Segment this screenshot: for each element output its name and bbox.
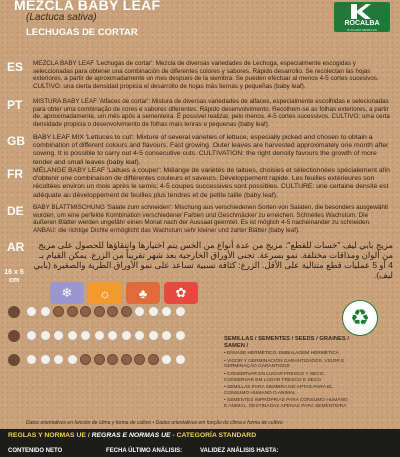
calendar-dot	[94, 330, 105, 341]
seeds-item: • SEMILLAS PARA SIEMBRA NO APTAS PARA EL CONSUMO HUMANO O ANIMAL	[224, 385, 349, 396]
product-subtitle: LECHUGAS DE CORTAR	[26, 27, 138, 38]
calendar-dot	[107, 306, 118, 317]
rocalba-logo	[334, 2, 390, 32]
spacing-label: 16 x 5 cm	[4, 269, 24, 284]
seedling-icon: ♣	[126, 282, 160, 304]
calendar-dot	[40, 330, 51, 341]
product-title: MEZCLA BABY LEAF	[14, 0, 161, 13]
lang-code: GB	[7, 134, 25, 148]
rules-label: REGLAS Y NORMAS UE /	[8, 432, 90, 439]
lang-text: BABY BLATTMISCHUNG 'Salate zum schneiden': Mischung aus verschiedenen Sorten von Salaten, die besonders ausgewählt wurden, um eine perfekte Kombination verschiedener Farben und Geschmäcker zu erreichen. Schnelles Wachstum. Die äußeren Blätter werden ungefähr einen Monat nach der Aussaat geerntet. Es ist möglich 4-5 nacheinander zu schneiden. ANBAU: die richtige Dichte ermöglicht das Wachstum sehr kleiner und zarter Blätter (baby leaf).	[33, 204, 388, 234]
harvest-row-icon	[8, 354, 20, 366]
seeds-item: • ENVASE HERMÉTICO. EMBALAGEM HERMÉTICA	[224, 351, 349, 357]
transplant-row-icon	[8, 330, 20, 342]
calendar-dot	[94, 306, 105, 317]
logo-mark-icon	[351, 4, 371, 19]
calendar-dot	[26, 330, 37, 341]
calendar-dot	[67, 330, 78, 341]
net-content-label: CONTENIDO NETO	[8, 448, 63, 454]
footnote: Datos orientativos en función de clima y forma de cultivo • Dados orientativos em função do clima e forma de cultivo	[26, 420, 283, 426]
rules-line	[8, 432, 256, 439]
calendar-dot	[80, 354, 91, 365]
calendar-dot	[80, 306, 91, 317]
calendar-dot	[161, 306, 172, 317]
calendar-dot	[121, 306, 132, 317]
lang-text: مزيج بابي ليف "خسات للقطع": مزيج من عدة أنواع من الخس يتم اختيارها وانتقاؤها للحصول على مزيج من ألوان ومذاقات مختلفة. نمو بسرعة. تجنى الأوراق الخارجية بعد شهر تقريباً من الزرع. يمكن القيام بـ 4 أو 5 عمليات قطع متتالية على الأقل. الزرع: كثافة نسبية تساعد على نمو الأوراق الطرية والصغيرة (بابي ليف).	[33, 240, 393, 280]
lang-code: PT	[7, 98, 23, 112]
rules-label-pt: REGRAS E NORMAS UE	[91, 432, 171, 439]
lang-text: MÉLANGE BABY LEAF 'Laitues a couper': Mélange de variétés de laitues, choisies et sélectionnées spécialement afin d'obtenir une combinaison de différentes couleurs et saveurs. Développement rapide. Les feuilles extérieures son récoltées environ un mois après le semis; 4-5 coupes successives sont possibles. CULTURE: une certaine densité est adéquate au développement de feuilles plus tendres et de petite taille (baby leaf).	[33, 167, 390, 199]
snowflake-icon: ❄	[50, 282, 84, 304]
calendar-dot	[148, 306, 159, 317]
recycle-icon: ♻	[342, 300, 378, 336]
calendar-dot	[161, 354, 172, 365]
calendar-dot	[134, 354, 145, 365]
calendar-dot	[175, 306, 186, 317]
seeds-item: • VIGOR Y GERMINACIÓN GARANTIZADOS. VIGOR E GERMINAÇÃO GARANTIDOS	[224, 359, 349, 370]
calendar-dot	[53, 306, 64, 317]
seeds-item: • SEMENTES IMPRÓPRIAS PARA CONSUMO HUMANO E ANIMAL. DESTINADAS APENAS PARA SEMENTEIRA	[224, 398, 349, 409]
calendar-dot	[161, 330, 172, 341]
logo-subtext: ROCALBA SEMILLAS	[347, 28, 377, 32]
lang-code: AR	[7, 240, 25, 254]
logo-name: ROCALBA	[344, 20, 380, 27]
latin-name: (Lactuca sativa)	[26, 12, 97, 23]
calendar-dot	[121, 330, 132, 341]
footer-bar	[0, 429, 400, 457]
calendar-dot	[53, 330, 64, 341]
calendar-dot	[175, 330, 186, 341]
calendar-dot	[80, 330, 91, 341]
valid-until-label: VALIDEZ ANÁLISIS HASTA:	[200, 448, 279, 454]
calendar-dot	[26, 306, 37, 317]
calendar-dot	[94, 354, 105, 365]
lang-text: MEZCLA BABY LEAF 'Lechugas de cortar': Mezcla de diversas variedades de Lechuga, especialmente escogidas y seleccionadas para obtener una combinación de diferentes colores y sabores. Rápido desarrollo. Se recolectan las hojas exteriores, a partir de aproximadamente un mes después de la siembra. Se pueden efectuar al menos 4-5 cortes sucesivos. CULTIVO: una cierta densidad propicia el desarrollo de hojas más tiernas y pequeñas (baby leaf).	[33, 60, 379, 90]
lang-code: DE	[7, 204, 24, 218]
lang-text: MISTURA BABY LEAF 'Alfaces de cortar': Mistura de diversas variedades de alfaces, especialmente escolhidas e selecionadas para obter uma combinação de cores e sabores diferentes. Rápido desenvolvimento. Recolhem-se as folhas exteriores, a partir de, aproximadamente, um mês após a sementeira. É possível realizar, pelo menos, 4-5 cortes sucessivos. CULTIVO: uma certa densidade propicia o desenvolvimento de folhas mais tenras e pequenas (baby leaf).	[33, 98, 390, 128]
last-analysis-label: FECHA ÚLTIMO ANÁLISIS:	[106, 448, 183, 454]
calendar-dot	[67, 306, 78, 317]
calendar-dot	[107, 354, 118, 365]
calendar-dot	[148, 330, 159, 341]
calendar-dot	[121, 354, 132, 365]
lang-text: BABY LEAF MIX 'Lettuces to cut': Mixture of several varieties of lettuce, especially picked and chosen to obtain a combination of different colours and flavours. Fast growing. Outer leaves are harvested approximately one month after sowing. It is possible to carry out 4-5 consecutive cuts. CULTIVATION: the right density favours the growth of more tender and small leaves (baby leaf).	[33, 134, 389, 166]
calendar-dot	[148, 354, 159, 365]
harvest-icon: ✿	[164, 282, 198, 304]
seeds-item: • CONSERVAR EN LUGAR FRESCO Y SECO. CONSERVAR EM LUGAR FRESCO E SECO	[224, 372, 349, 383]
calendar-dot	[67, 354, 78, 365]
seeds-heading: SEMILLAS / SEMENTES / SEEDS / GRAINES / SAMEN /	[224, 336, 349, 349]
lang-code: ES	[7, 60, 24, 74]
calendar-dot	[134, 306, 145, 317]
calendar-dot	[134, 330, 145, 341]
seeds-info	[224, 336, 349, 410]
calendar-dot	[40, 354, 51, 365]
category-label: - CATEGORÍA STANDARD	[172, 432, 257, 439]
calendar-dot	[26, 354, 37, 365]
calendar-dot	[175, 354, 186, 365]
sowing-row-icon	[8, 306, 20, 318]
lang-code: FR	[7, 167, 23, 181]
calendar-dot	[107, 330, 118, 341]
sun-icon: ☼	[88, 282, 122, 304]
calendar-dot	[53, 354, 64, 365]
calendar-dot	[40, 306, 51, 317]
